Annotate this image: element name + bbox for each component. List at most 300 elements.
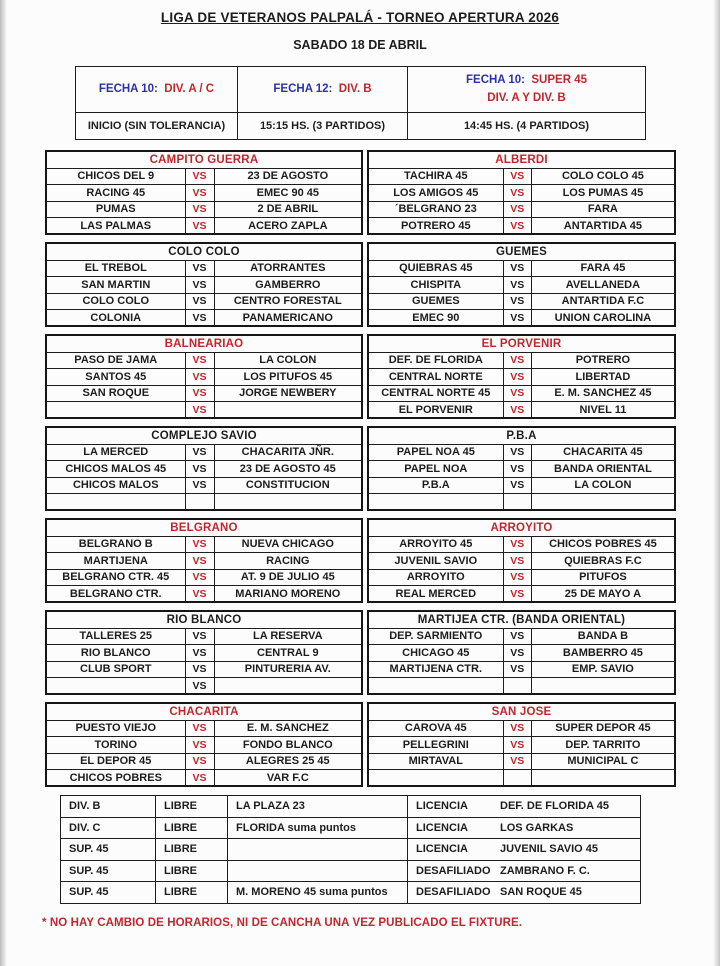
home-team: CHICOS MALOS 45 (46, 461, 185, 478)
vs-label: VS (185, 402, 214, 419)
vs-label: VS (185, 201, 214, 218)
vs-label: VS (185, 586, 214, 603)
division-cell: SUP. 45 (61, 882, 156, 904)
home-team: EL TREBOL (46, 260, 185, 277)
away-team: LA COLON (531, 477, 675, 494)
home-team (368, 494, 503, 511)
vs-label (185, 494, 214, 511)
away-team: JORGE NEWBERY (214, 385, 362, 402)
match-row (368, 586, 675, 603)
match-row (46, 369, 362, 386)
info-tbody (76, 67, 646, 140)
vs-label (503, 494, 531, 511)
inicio-cell: 14:45 HS. (4 PARTIDOS) (408, 113, 646, 140)
match-row (368, 569, 675, 586)
vs-label: VS (503, 310, 531, 327)
home-team: MARTIJENA (46, 553, 185, 570)
vs-label: VS (503, 260, 531, 277)
venue-table (45, 518, 363, 603)
match-row (46, 185, 362, 202)
venue-table (367, 702, 676, 787)
away-team: GAMBERRO (214, 277, 362, 294)
status-value: ZAMBRANO F. C. (500, 864, 590, 877)
libre-cell: LIBRE (156, 860, 228, 882)
division-cell: DIV. C (61, 817, 156, 839)
page-date: SABADO 18 DE ABRIL (293, 38, 427, 52)
info-fecha-cell (408, 67, 646, 113)
away-team: UNION CAROLINA (531, 310, 675, 327)
vs-label: VS (503, 277, 531, 294)
away-team: EMP. SAVIO (531, 661, 675, 678)
vs-label (503, 678, 531, 695)
away-team: E. M. SANCHEZ (214, 720, 362, 737)
match-row (46, 168, 362, 185)
info-fecha-cell (76, 67, 238, 113)
status-cell (408, 817, 641, 839)
vs-label: VS (503, 753, 531, 770)
libre-table (60, 795, 641, 904)
match-row (368, 628, 675, 645)
match-row (46, 385, 362, 402)
away-team: CHICOS POBRES 45 (531, 536, 675, 553)
info-start-row (76, 113, 646, 140)
home-team: COLONIA (46, 310, 185, 327)
home-team: EL PORVENIR (368, 402, 503, 419)
home-team: SANTOS 45 (46, 369, 185, 386)
match-row (368, 678, 675, 695)
fecha-label: FECHA 12: (273, 82, 333, 95)
vs-label: VS (503, 553, 531, 570)
away-team: ATORRANTES (214, 260, 362, 277)
home-team: RIO BLANCO (46, 645, 185, 662)
home-team (368, 770, 503, 787)
vs-label: VS (503, 477, 531, 494)
vs-label: VS (503, 444, 531, 461)
vs-label: VS (503, 369, 531, 386)
away-team (531, 494, 675, 511)
venue-title: SAN JOSE (368, 703, 675, 720)
home-team (46, 494, 185, 511)
home-team: CHICOS MALOS (46, 477, 185, 494)
venue-title: ALBERDI (368, 151, 675, 168)
home-team: MIRTAVAL (368, 753, 503, 770)
away-team: DEP. TARRITO (531, 737, 675, 754)
libre-row (61, 882, 641, 904)
match-row (368, 494, 675, 511)
match-row (46, 201, 362, 218)
match-row (46, 494, 362, 511)
info-fecha-line (412, 72, 641, 89)
home-team: CENTRAL NORTE (368, 369, 503, 386)
venue-title: EL PORVENIR (368, 335, 675, 352)
status-cell (408, 796, 641, 818)
vs-label: VS (503, 402, 531, 419)
away-team: LA COLON (214, 352, 362, 369)
home-team: SAN ROQUE (46, 385, 185, 402)
match-row (368, 352, 675, 369)
venue-title: CAMPITO GUERRA (46, 151, 362, 168)
vs-label: VS (185, 661, 214, 678)
home-team: ARROYITO 45 (368, 536, 503, 553)
away-team: CENTRO FORESTAL (214, 293, 362, 310)
away-team: CONSTITUCION (214, 477, 362, 494)
vs-label: VS (185, 260, 214, 277)
match-row (368, 385, 675, 402)
vs-label: VS (185, 645, 214, 662)
libre-cell: LIBRE (156, 839, 228, 861)
home-team: BELGRANO CTR. 45 (46, 569, 185, 586)
away-team: LOS PITUFOS 45 (214, 369, 362, 386)
venue-table (45, 150, 363, 235)
away-team: ACERO ZAPLA (214, 218, 362, 235)
note-cell: LA PLAZA 23 (228, 796, 408, 818)
vs-label: VS (503, 645, 531, 662)
status-cell (408, 839, 641, 861)
match-row (46, 661, 362, 678)
away-team: BANDA ORIENTAL (531, 461, 675, 478)
match-row (368, 645, 675, 662)
home-team: PAPEL NOA 45 (368, 444, 503, 461)
libre-row (61, 860, 641, 882)
away-team: BAMBERRO 45 (531, 645, 675, 662)
home-team: TACHIRA 45 (368, 168, 503, 185)
vs-label: VS (185, 477, 214, 494)
away-team: FARA 45 (531, 260, 675, 277)
venue-table (367, 242, 676, 327)
home-team: DEF. DE FLORIDA (368, 352, 503, 369)
venue-table (367, 150, 676, 235)
home-team: P.B.A (368, 477, 503, 494)
away-team (214, 678, 362, 695)
status-label: DESAFILIADO (416, 886, 491, 899)
match-row (46, 628, 362, 645)
vs-label: VS (185, 461, 214, 478)
match-row (368, 737, 675, 754)
match-row (368, 536, 675, 553)
vs-label: VS (503, 293, 531, 310)
division-label: SUPER 45 (531, 74, 587, 87)
vs-label: VS (185, 737, 214, 754)
home-team: QUIEBRAS 45 (368, 260, 503, 277)
match-row (46, 720, 362, 737)
vs-label: VS (185, 369, 214, 386)
match-row (46, 737, 362, 754)
note-cell (228, 860, 408, 882)
venue-table (367, 518, 676, 603)
venue-table (45, 702, 363, 787)
home-team (46, 402, 185, 419)
away-team: NIVEL 11 (531, 402, 675, 419)
match-row (368, 661, 675, 678)
venue-table (45, 334, 363, 419)
vs-label: VS (503, 385, 531, 402)
vs-label: VS (503, 352, 531, 369)
vs-label: VS (185, 277, 214, 294)
match-row (368, 260, 675, 277)
home-team: TORINO (46, 737, 185, 754)
footer-note: * NO HAY CAMBIO DE HORARIOS, NI DE CANCHA UNA VEZ PUBLICADO EL FIXTURE. (42, 916, 523, 929)
match-row (46, 277, 362, 294)
away-team: SUPER DEPOR 45 (531, 720, 675, 737)
away-team: ALEGRES 25 45 (214, 753, 362, 770)
away-team: COLO COLO 45 (531, 168, 675, 185)
vs-label: VS (503, 185, 531, 202)
venue-table (367, 334, 676, 419)
match-row (368, 310, 675, 327)
note-cell (228, 839, 408, 861)
match-row (46, 586, 362, 603)
status-value: JUVENIL SAVIO 45 (500, 843, 599, 856)
libre-row (61, 796, 641, 818)
away-team (531, 770, 675, 787)
vs-label: VS (185, 678, 214, 695)
match-row (46, 402, 362, 419)
home-team: EL DEPOR 45 (46, 753, 185, 770)
info-fecha-cell (238, 67, 408, 113)
match-row (46, 444, 362, 461)
match-row (368, 293, 675, 310)
home-team: CLUB SPORT (46, 661, 185, 678)
venue-table (367, 426, 676, 511)
note-cell: FLORIDA suma puntos (228, 817, 408, 839)
away-team: LA RESERVA (214, 628, 362, 645)
vs-label: VS (503, 461, 531, 478)
venue-table (45, 426, 363, 511)
home-team: CHICOS POBRES (46, 770, 185, 787)
match-row (46, 553, 362, 570)
vs-label: VS (503, 168, 531, 185)
status-value: LOS GARKAS (500, 821, 574, 834)
vs-label: VS (503, 628, 531, 645)
match-row (368, 461, 675, 478)
home-team: POTRERO 45 (368, 218, 503, 235)
venue-title: BALNEARIAO (46, 335, 362, 352)
match-row (368, 277, 675, 294)
match-row (368, 770, 675, 787)
home-team: LAS PALMAS (46, 218, 185, 235)
vs-label: VS (185, 536, 214, 553)
vs-label: VS (503, 536, 531, 553)
fecha-label: FECHA 10: (98, 82, 158, 95)
status-cell (408, 882, 641, 904)
home-team: CHICOS DEL 9 (46, 168, 185, 185)
vs-label: VS (503, 569, 531, 586)
match-row (46, 569, 362, 586)
away-team: FARA (531, 201, 675, 218)
away-team: PANAMERICANO (214, 310, 362, 327)
away-team: LIBERTAD (531, 369, 675, 386)
away-team: 25 DE MAYO A (531, 586, 675, 603)
match-row (46, 477, 362, 494)
vs-label: VS (185, 218, 214, 235)
vs-label: VS (503, 586, 531, 603)
info-table (75, 66, 646, 140)
match-row (46, 645, 362, 662)
home-team: BELGRANO B (46, 536, 185, 553)
match-row (46, 352, 362, 369)
match-row (46, 293, 362, 310)
home-team: SAN MARTIN (46, 277, 185, 294)
away-team: FONDO BLANCO (214, 737, 362, 754)
venue-title: RIO BLANCO (46, 611, 362, 628)
away-team: ANTARTIDA F.C (531, 293, 675, 310)
status-label: LICENCIA (416, 800, 468, 813)
match-row (368, 201, 675, 218)
home-team: RACING 45 (46, 185, 185, 202)
status-value: SAN ROQUE 45 (500, 886, 582, 899)
home-team (368, 678, 503, 695)
vs-label: VS (185, 753, 214, 770)
status-label: LICENCIA (416, 821, 468, 834)
home-team: COLO COLO (46, 293, 185, 310)
vs-label: VS (185, 352, 214, 369)
home-team: EMEC 90 (368, 310, 503, 327)
vs-label: VS (185, 293, 214, 310)
home-team: CAROVA 45 (368, 720, 503, 737)
match-row (368, 185, 675, 202)
status-cell (408, 860, 641, 882)
match-row (368, 553, 675, 570)
vs-label: VS (503, 218, 531, 235)
away-team: AT. 9 DE JULIO 45 (214, 569, 362, 586)
home-team: PELLEGRINI (368, 737, 503, 754)
vs-label: VS (185, 185, 214, 202)
vs-label: VS (185, 385, 214, 402)
note-cell: M. MORENO 45 suma puntos (228, 882, 408, 904)
info-header-row (76, 67, 646, 113)
vs-label: VS (503, 737, 531, 754)
vs-label: VS (185, 444, 214, 461)
home-team: LA MERCED (46, 444, 185, 461)
away-team: CHACARITA 45 (531, 444, 675, 461)
home-team: REAL MERCED (368, 586, 503, 603)
match-row (368, 477, 675, 494)
home-team: PAPEL NOA (368, 461, 503, 478)
home-team: MARTIJENA CTR. (368, 661, 503, 678)
match-row (368, 369, 675, 386)
page-title: LIGA DE VETERANOS PALPALÁ - TORNEO APERTURA 2026 (160, 10, 560, 25)
vs-label: VS (503, 661, 531, 678)
inicio-cell: 15:15 HS. (3 PARTIDOS) (238, 113, 408, 140)
vs-label (503, 770, 531, 787)
home-team: LOS AMIGOS 45 (368, 185, 503, 202)
match-row (368, 168, 675, 185)
division-sub-label: DIV. A Y DIV. B (487, 91, 566, 104)
home-team: DEP. SARMIENTO (368, 628, 503, 645)
away-team: CHACARITA JÑR. (214, 444, 362, 461)
home-team: PUESTO VIEJO (46, 720, 185, 737)
division-cell: DIV. B (61, 796, 156, 818)
home-team: PASO DE JAMA (46, 352, 185, 369)
vs-label: VS (185, 720, 214, 737)
libre-cell: LIBRE (156, 882, 228, 904)
away-team: ANTARTIDA 45 (531, 218, 675, 235)
libre-cell: LIBRE (156, 817, 228, 839)
away-team: PINTURERIA AV. (214, 661, 362, 678)
venue-title: CHACARITA (46, 703, 362, 720)
venue-title: P.B.A (368, 427, 675, 444)
home-team: CHISPITA (368, 277, 503, 294)
status-label: DESAFILIADO (416, 864, 491, 877)
venue-title: MARTIJEA CTR. (BANDA ORIENTAL) (368, 611, 675, 628)
away-team: CENTRAL 9 (214, 645, 362, 662)
match-row (368, 218, 675, 235)
away-team: VAR F.C (214, 770, 362, 787)
vs-label: VS (503, 201, 531, 218)
match-row (46, 770, 362, 787)
libre-row (61, 839, 641, 861)
status-value: DEF. DE FLORIDA 45 (500, 800, 609, 813)
division-cell: SUP. 45 (61, 860, 156, 882)
away-team (214, 494, 362, 511)
home-team: BELGRANO CTR. (46, 586, 185, 603)
away-team: RACING (214, 553, 362, 570)
away-team (531, 678, 675, 695)
away-team: LOS PUMAS 45 (531, 185, 675, 202)
home-team (46, 678, 185, 695)
match-row (46, 260, 362, 277)
venue-table (367, 610, 676, 695)
vs-label: VS (185, 310, 214, 327)
info-fecha-line (80, 81, 233, 98)
away-team: BANDA B (531, 628, 675, 645)
away-team: PITUFOS (531, 569, 675, 586)
inicio-cell: INICIO (SIN TOLERANCIA) (76, 113, 238, 140)
match-row (46, 218, 362, 235)
vs-label: VS (185, 553, 214, 570)
fecha-label: FECHA 10: (466, 74, 525, 87)
match-row (46, 536, 362, 553)
venue-title: BELGRANO (46, 519, 362, 536)
away-team: NUEVA CHICAGO (214, 536, 362, 553)
away-team: EMEC 90 45 (214, 185, 362, 202)
away-team: 23 DE AGOSTO 45 (214, 461, 362, 478)
vs-label: VS (185, 168, 214, 185)
venues-grid (45, 150, 720, 787)
match-row (368, 402, 675, 419)
away-team: QUIEBRAS F.C (531, 553, 675, 570)
home-team: GUEMES (368, 293, 503, 310)
vs-label: VS (503, 720, 531, 737)
match-row (46, 310, 362, 327)
away-team (214, 402, 362, 419)
home-team: ARROYITO (368, 569, 503, 586)
home-team: JUVENIL SAVIO (368, 553, 503, 570)
status-label: LICENCIA (416, 843, 468, 856)
match-row (46, 753, 362, 770)
venue-title: COLO COLO (46, 243, 362, 260)
division-cell: SUP. 45 (61, 839, 156, 861)
match-row (368, 753, 675, 770)
libre-row (61, 817, 641, 839)
away-team: AVELLANEDA (531, 277, 675, 294)
match-row (46, 678, 362, 695)
away-team: POTRERO (531, 352, 675, 369)
match-row (368, 720, 675, 737)
away-team: E. M. SANCHEZ 45 (531, 385, 675, 402)
home-team: TALLERES 25 (46, 628, 185, 645)
home-team: PUMAS (46, 201, 185, 218)
vs-label: VS (185, 770, 214, 787)
home-team: ´BELGRANO 23 (368, 201, 503, 218)
venue-title: GUEMES (368, 243, 675, 260)
info-fecha-line (242, 81, 403, 98)
division-label: DIV. A / C (164, 82, 215, 95)
venue-table (45, 242, 363, 327)
home-team: CENTRAL NORTE 45 (368, 385, 503, 402)
venue-title: ARROYITO (368, 519, 675, 536)
libre-cell: LIBRE (156, 796, 228, 818)
